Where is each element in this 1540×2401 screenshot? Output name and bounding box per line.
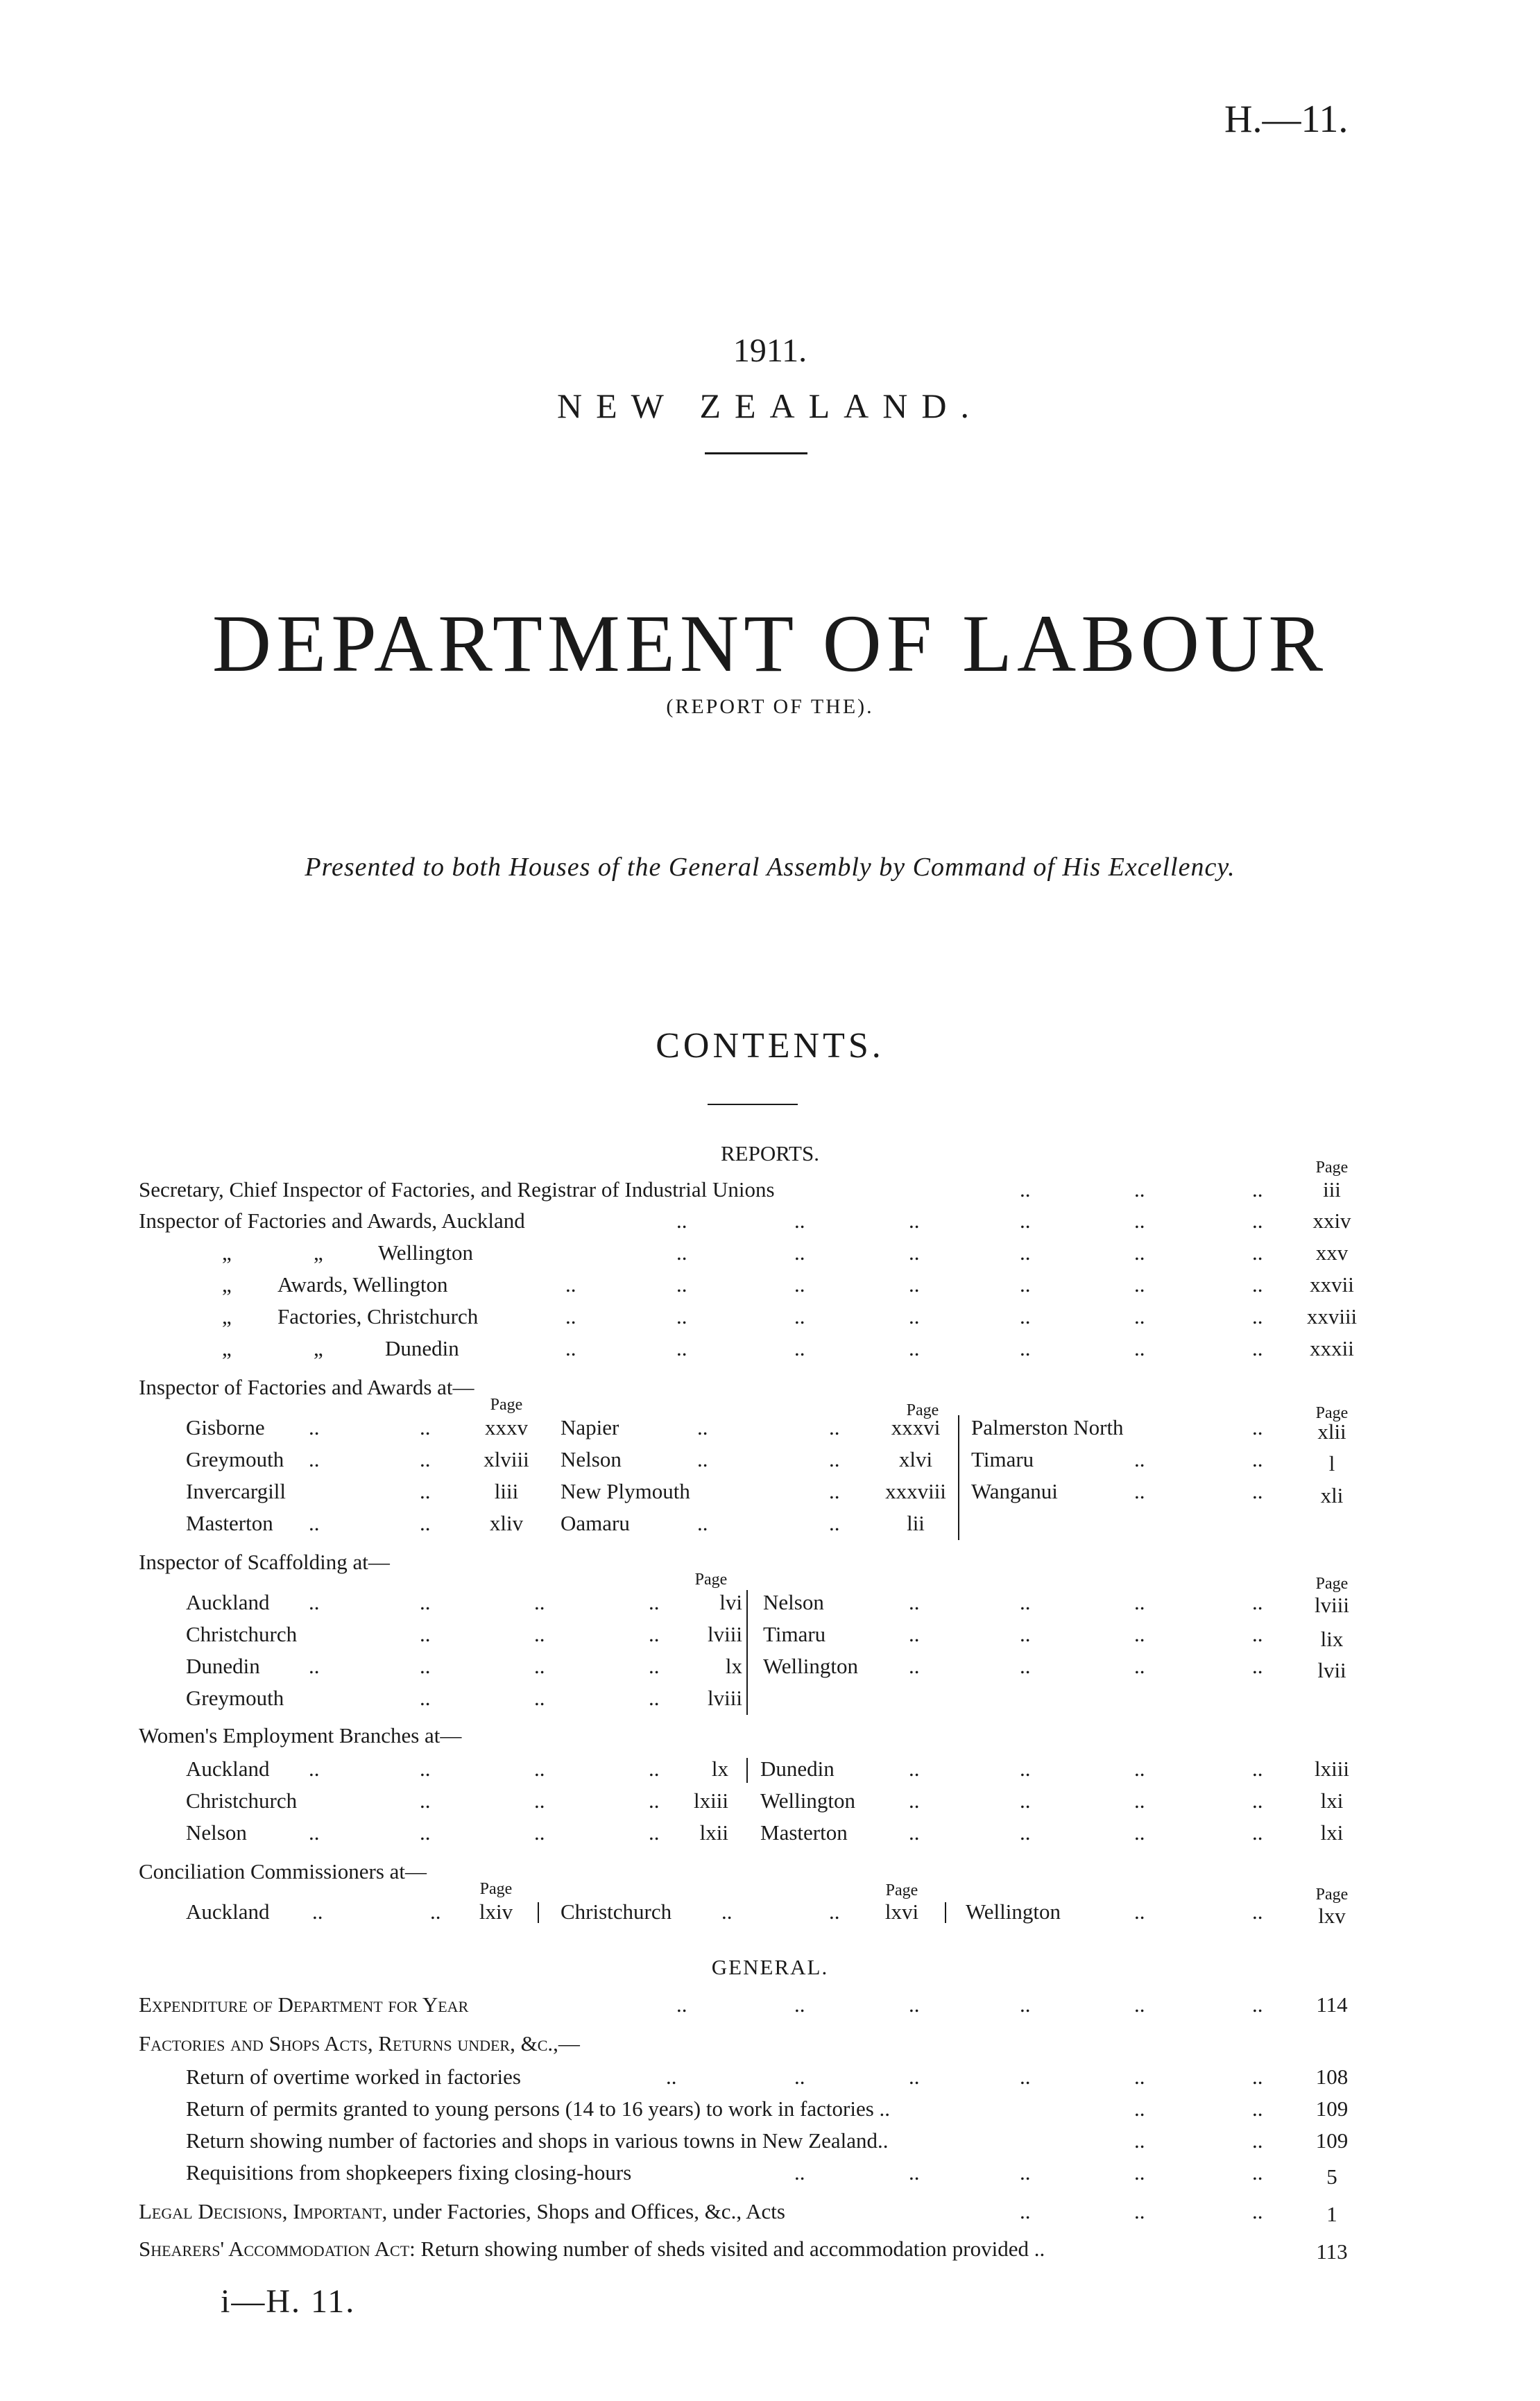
leader-dots: .. [1252,2065,1263,2089]
scaffolding-place: Dunedin [186,1654,260,1678]
leader-dots: .. [1252,1177,1263,1202]
leader-dots: .. [649,1590,660,1614]
leader-dots: .. [909,1336,920,1360]
leader-dots: .. [909,2065,920,2089]
leader-dots: .. [909,1654,920,1678]
leader-dots: .. [1020,1177,1031,1202]
inspector-place: New Plymouth [561,1479,690,1503]
leader-dots: .. [1134,2096,1145,2121]
page-col-label: Page [1315,1404,1349,1422]
leader-dots: .. [1134,2160,1145,2185]
general-page: 1 [1326,2202,1337,2226]
leader-dots: .. [909,1240,920,1265]
ditto-mark: „ [222,1336,232,1360]
leader-dots: .. [1020,1757,1031,1781]
leader-dots: .. [666,2065,677,2089]
leader-dots: .. [909,1820,920,1845]
scaffolding-place: Christchurch [186,1622,298,1646]
leader-dots: .. [1020,1336,1031,1360]
leader-dots: .. [909,1208,920,1233]
womens-heading: Women's Employment Branches at— [139,1723,462,1748]
conciliation-page: lxv [1318,1904,1346,1928]
column-divider [746,1758,748,1783]
womens-place: Nelson [186,1820,247,1845]
scaffolding-page: lx [725,1654,742,1678]
leader-dots: .. [909,1992,920,2017]
scaffolding-page: lviii [1315,1593,1349,1617]
leader-dots: .. [909,1788,920,1813]
contents-rule [708,1104,798,1105]
report-secretary: Secretary, Chief Inspector of Factories, and Registrar of Industrial Unions [139,1177,775,1202]
scaffolding-page: lviii [708,1686,742,1710]
leader-dots: .. [649,1654,660,1678]
leader-dots: .. [1252,1654,1263,1678]
leader-dots: .. [1020,1654,1031,1678]
inspector-place: Oamaru [561,1511,630,1535]
leader-dots: .. [721,1899,733,1924]
general-page: 113 [1316,2239,1348,2264]
leader-dots: .. [697,1511,708,1535]
leader-dots: .. [1134,1304,1145,1328]
leader-dots: .. [794,1336,805,1360]
leader-dots: .. [829,1415,840,1439]
leader-dots: .. [1134,1272,1145,1297]
column-divider [746,1590,748,1715]
leader-dots: .. [829,1479,840,1503]
leader-dots: .. [309,1590,320,1614]
scaffolding-page: lvi [719,1590,742,1614]
report-page: xxviii [1306,1304,1358,1328]
leader-dots: .. [1134,1590,1145,1614]
leader-dots: .. [420,1654,431,1678]
factories-shops-heading: Factories and Shops Acts, Returns under, &c.,— [139,2031,580,2056]
ditto-mark: „ [314,1240,323,1265]
leader-dots: .. [1252,1336,1263,1360]
inspector-page: xxxv [485,1415,528,1439]
inspector-place: Timaru [971,1447,1034,1471]
conciliation-heading: Conciliation Commissioners at— [139,1859,427,1883]
general-page: 5 [1326,2164,1337,2189]
leader-dots: .. [1134,1622,1145,1646]
leader-dots: .. [1020,2065,1031,2089]
inspector-place: Napier [561,1415,619,1439]
leader-dots: .. [794,2160,805,2185]
conciliation-place: Christchurch [561,1899,672,1924]
leader-dots: .. [1134,1177,1145,1202]
inspector-page: l [1328,1451,1335,1476]
leader-dots: .. [1020,1272,1031,1297]
leader-dots: .. [1252,1304,1263,1328]
inspector-place: Palmerston North [971,1415,1124,1439]
leader-dots: .. [649,1788,660,1813]
womens-page: lxiii [694,1788,728,1813]
leader-dots: .. [534,1654,545,1678]
leader-dots: .. [794,2065,805,2089]
leader-dots: .. [1134,1654,1145,1678]
footer-signature: i—H. 11. [221,2283,356,2320]
leader-dots: .. [1134,1992,1145,2017]
leader-dots: .. [1252,1622,1263,1646]
leader-dots: .. [1020,1590,1031,1614]
leader-dots: .. [1134,2199,1145,2223]
general-page: 109 [1315,2128,1349,2153]
document-code: H.—11. [1224,98,1349,141]
womens-page: lxi [1320,1820,1344,1845]
leader-dots: .. [1020,2160,1031,2185]
inspector-page: xlvi [898,1447,933,1471]
womens-place: Christchurch [186,1788,298,1813]
leader-dots: .. [1134,1240,1145,1265]
leader-dots: .. [829,1447,840,1471]
year: 1911. [733,332,807,369]
leader-dots: .. [420,1622,431,1646]
leader-dots: .. [534,1757,545,1781]
leader-dots: .. [1252,1590,1263,1614]
leader-dots: .. [430,1899,441,1924]
inspector-place: Greymouth [186,1447,284,1471]
scaffolding-page: lvii [1317,1658,1346,1682]
page-col-label: Page [1315,1159,1349,1177]
womens-page: lxii [699,1820,728,1845]
leader-dots: .. [676,1240,687,1265]
leader-dots: .. [1134,1447,1145,1471]
inspector-place: Gisborne [186,1415,265,1439]
leader-dots: .. [1134,1208,1145,1233]
leader-dots: .. [1020,2199,1031,2223]
leader-dots: .. [1252,1447,1263,1471]
scaffolding-place: Timaru [763,1622,826,1646]
leader-dots: .. [309,1757,320,1781]
leader-dots: .. [829,1511,840,1535]
womens-place: Wellington [760,1788,855,1813]
womens-place: Dunedin [760,1757,835,1781]
report-inspector-auckland: Inspector of Factories and Awards, Auckland [139,1208,525,1233]
inspector-place: Nelson [561,1447,622,1471]
leader-dots: .. [309,1511,320,1535]
general-page: 108 [1315,2065,1349,2089]
legal-decisions [139,2199,785,2224]
leader-dots: .. [420,1590,431,1614]
inspector-page: xxxviii [885,1479,946,1503]
factories-item: Return of permits granted to young persons (14 to 16 years) to work in factories .. [186,2096,891,2121]
factories-item: Requisitions from shopkeepers fixing closing-hours [186,2160,632,2185]
inspector-page: lii [907,1511,925,1535]
leader-dots: .. [534,1788,545,1813]
scaffolding-place: Auckland [186,1590,270,1614]
leader-dots: .. [1020,1820,1031,1845]
subtitle: (REPORT OF THE). [666,695,874,718]
page-col-label: Page [1315,1886,1349,1904]
leader-dots: .. [676,1272,687,1297]
inspector-place: Masterton [186,1511,273,1535]
report-dunedin: Dunedin [385,1336,459,1360]
leader-dots: .. [420,1820,431,1845]
general-page: 109 [1315,2096,1349,2121]
leader-dots: .. [1020,1304,1031,1328]
womens-place: Masterton [760,1820,848,1845]
inspector-page: xli [1320,1483,1344,1507]
leader-dots: .. [829,1899,840,1924]
report-page: xxxii [1310,1336,1354,1360]
leader-dots: .. [794,1208,805,1233]
leader-dots: .. [420,1757,431,1781]
leader-dots: .. [676,1304,687,1328]
leader-dots: .. [1252,2199,1263,2223]
leader-dots: .. [1252,1992,1263,2017]
leader-dots: .. [1134,1479,1145,1503]
report-page: xxv [1315,1240,1349,1265]
leader-dots: .. [794,1304,805,1328]
leader-dots: .. [649,1622,660,1646]
leader-dots: .. [420,1788,431,1813]
contents-heading: CONTENTS. [656,1026,884,1066]
leader-dots: .. [794,1992,805,2017]
leader-dots: .. [565,1304,576,1328]
scaffolding-heading: Inspector of Scaffolding at— [139,1550,390,1574]
leader-dots: .. [1020,1208,1031,1233]
womens-place: Auckland [186,1757,270,1781]
leader-dots: .. [909,1272,920,1297]
scaffolding-page: lviii [708,1622,742,1646]
leader-dots: .. [420,1447,431,1471]
scaffolding-page: lix [1320,1627,1344,1651]
leader-dots: .. [649,1757,660,1781]
shearers-act [139,2237,1045,2262]
leader-dots: .. [676,1992,687,2017]
leader-dots: .. [794,1240,805,1265]
leader-dots: .. [1252,1788,1263,1813]
leader-dots: .. [534,1590,545,1614]
leader-dots: .. [1020,1622,1031,1646]
title-rule [705,452,807,454]
country: NEW ZEALAND. [557,386,983,425]
leader-dots: .. [1252,1208,1263,1233]
leader-dots: .. [909,1304,920,1328]
page-title: DEPARTMENT OF LABOUR [212,598,1328,689]
leader-dots: .. [312,1899,323,1924]
leader-dots: .. [565,1272,576,1297]
presented-line: Presented to both Houses of the General Assembly by Command of His Excellency. [305,853,1235,882]
leader-dots: .. [1252,1899,1263,1924]
page-col-label: Page [490,1396,523,1414]
leader-dots: .. [1020,1240,1031,1265]
report-factories-christchurch: Factories, Christchurch [277,1304,479,1328]
leader-dots: .. [1252,1240,1263,1265]
leader-dots: .. [1252,1479,1263,1503]
inspectors-heading: Inspector of Factories and Awards at— [139,1375,474,1399]
leader-dots: .. [909,1590,920,1614]
leader-dots: .. [309,1447,320,1471]
page-col-label: Page [694,1571,728,1589]
general-expenditure: Expenditure of Department for Year [139,1992,469,2017]
leader-dots: .. [309,1415,320,1439]
conciliation-place: Wellington [966,1899,1061,1924]
legal-decisions-caps: Legal Decisions, Important, [139,2199,388,2223]
page-col-label: Page [479,1880,513,1898]
ditto-mark: „ [222,1304,232,1328]
page-col-label: Page [1315,1575,1349,1593]
conciliation-page: lxvi [884,1899,919,1924]
ditto-mark: „ [222,1240,232,1265]
leader-dots: .. [909,1757,920,1781]
leader-dots: .. [1134,2065,1145,2089]
leader-dots: .. [1252,2160,1263,2185]
leader-dots: .. [676,1336,687,1360]
scaffolding-place: Nelson [763,1590,824,1614]
leader-dots: .. [697,1447,708,1471]
leader-dots: .. [676,1208,687,1233]
leader-dots: .. [534,1622,545,1646]
report-wellington: Wellington [378,1240,473,1265]
general-page: 114 [1316,1992,1348,2017]
report-page: xxvii [1310,1272,1354,1297]
report-awards-wellington: Awards, Wellington [277,1272,448,1297]
leader-dots: .. [909,2160,920,2185]
leader-dots: .. [1252,2096,1263,2121]
leader-dots: .. [534,1820,545,1845]
leader-dots: .. [534,1686,545,1710]
inspector-place: Wanganui [971,1479,1058,1503]
leader-dots: .. [309,1654,320,1678]
leader-dots: .. [420,1415,431,1439]
inspector-page: xxxvi [891,1415,941,1439]
inspector-page: xlii [1317,1419,1346,1444]
womens-page: lxi [1320,1788,1344,1813]
leader-dots: .. [1134,1757,1145,1781]
leader-dots: .. [1252,1820,1263,1845]
leader-dots: .. [1252,1272,1263,1297]
ditto-mark: „ [314,1336,323,1360]
column-divider [945,1902,946,1923]
leader-dots: .. [1134,2128,1145,2153]
leader-dots: .. [420,1511,431,1535]
page-col-label: Page [885,1881,918,1899]
leader-dots: .. [420,1686,431,1710]
conciliation-page: lxiv [479,1899,513,1924]
leader-dots: .. [909,1622,920,1646]
column-divider [538,1902,539,1923]
inspector-page: xlviii [484,1447,529,1471]
inspector-place: Invercargill [186,1479,286,1503]
leader-dots: .. [1020,1992,1031,2017]
leader-dots: .. [1252,2128,1263,2153]
leader-dots: .. [697,1415,708,1439]
leader-dots: .. [1252,1757,1263,1781]
scaffolding-place: Greymouth [186,1686,284,1710]
womens-page: lx [711,1757,728,1781]
shearers-act-rest: : Return showing number of sheds visited and accommodation provided .. [409,2237,1045,2261]
page-col-label: Page [906,1401,939,1419]
leader-dots: .. [1020,1788,1031,1813]
conciliation-place: Auckland [186,1899,270,1924]
report-page: xxiv [1312,1208,1351,1233]
leader-dots: .. [565,1336,576,1360]
womens-page: lxiii [1315,1757,1349,1781]
scaffolding-place: Wellington [763,1654,858,1678]
inspector-page: xliv [489,1511,524,1535]
leader-dots: .. [1134,1336,1145,1360]
inspector-page: liii [494,1479,519,1503]
leader-dots: .. [420,1479,431,1503]
leader-dots: .. [1134,1788,1145,1813]
factories-item: Return showing number of factories and shops in various towns in New Zealand.. [186,2128,889,2153]
leader-dots: .. [1134,1899,1145,1924]
general-heading: GENERAL. [711,1955,829,1979]
leader-dots: .. [649,1820,660,1845]
legal-decisions-rest: under Factories, Shops and Offices, &c., Acts [387,2199,785,2223]
leader-dots: .. [309,1820,320,1845]
report-page: iii [1323,1177,1341,1202]
leader-dots: .. [794,1272,805,1297]
leader-dots: .. [1134,1820,1145,1845]
column-divider [958,1415,959,1540]
leader-dots: .. [1252,1415,1263,1439]
shearers-act-caps: Shearers' Accommodation Act [139,2237,410,2261]
leader-dots: .. [649,1686,660,1710]
factories-item: Return of overtime worked in factories [186,2065,521,2089]
ditto-mark: „ [222,1272,232,1297]
reports-heading: REPORTS. [721,1141,819,1165]
